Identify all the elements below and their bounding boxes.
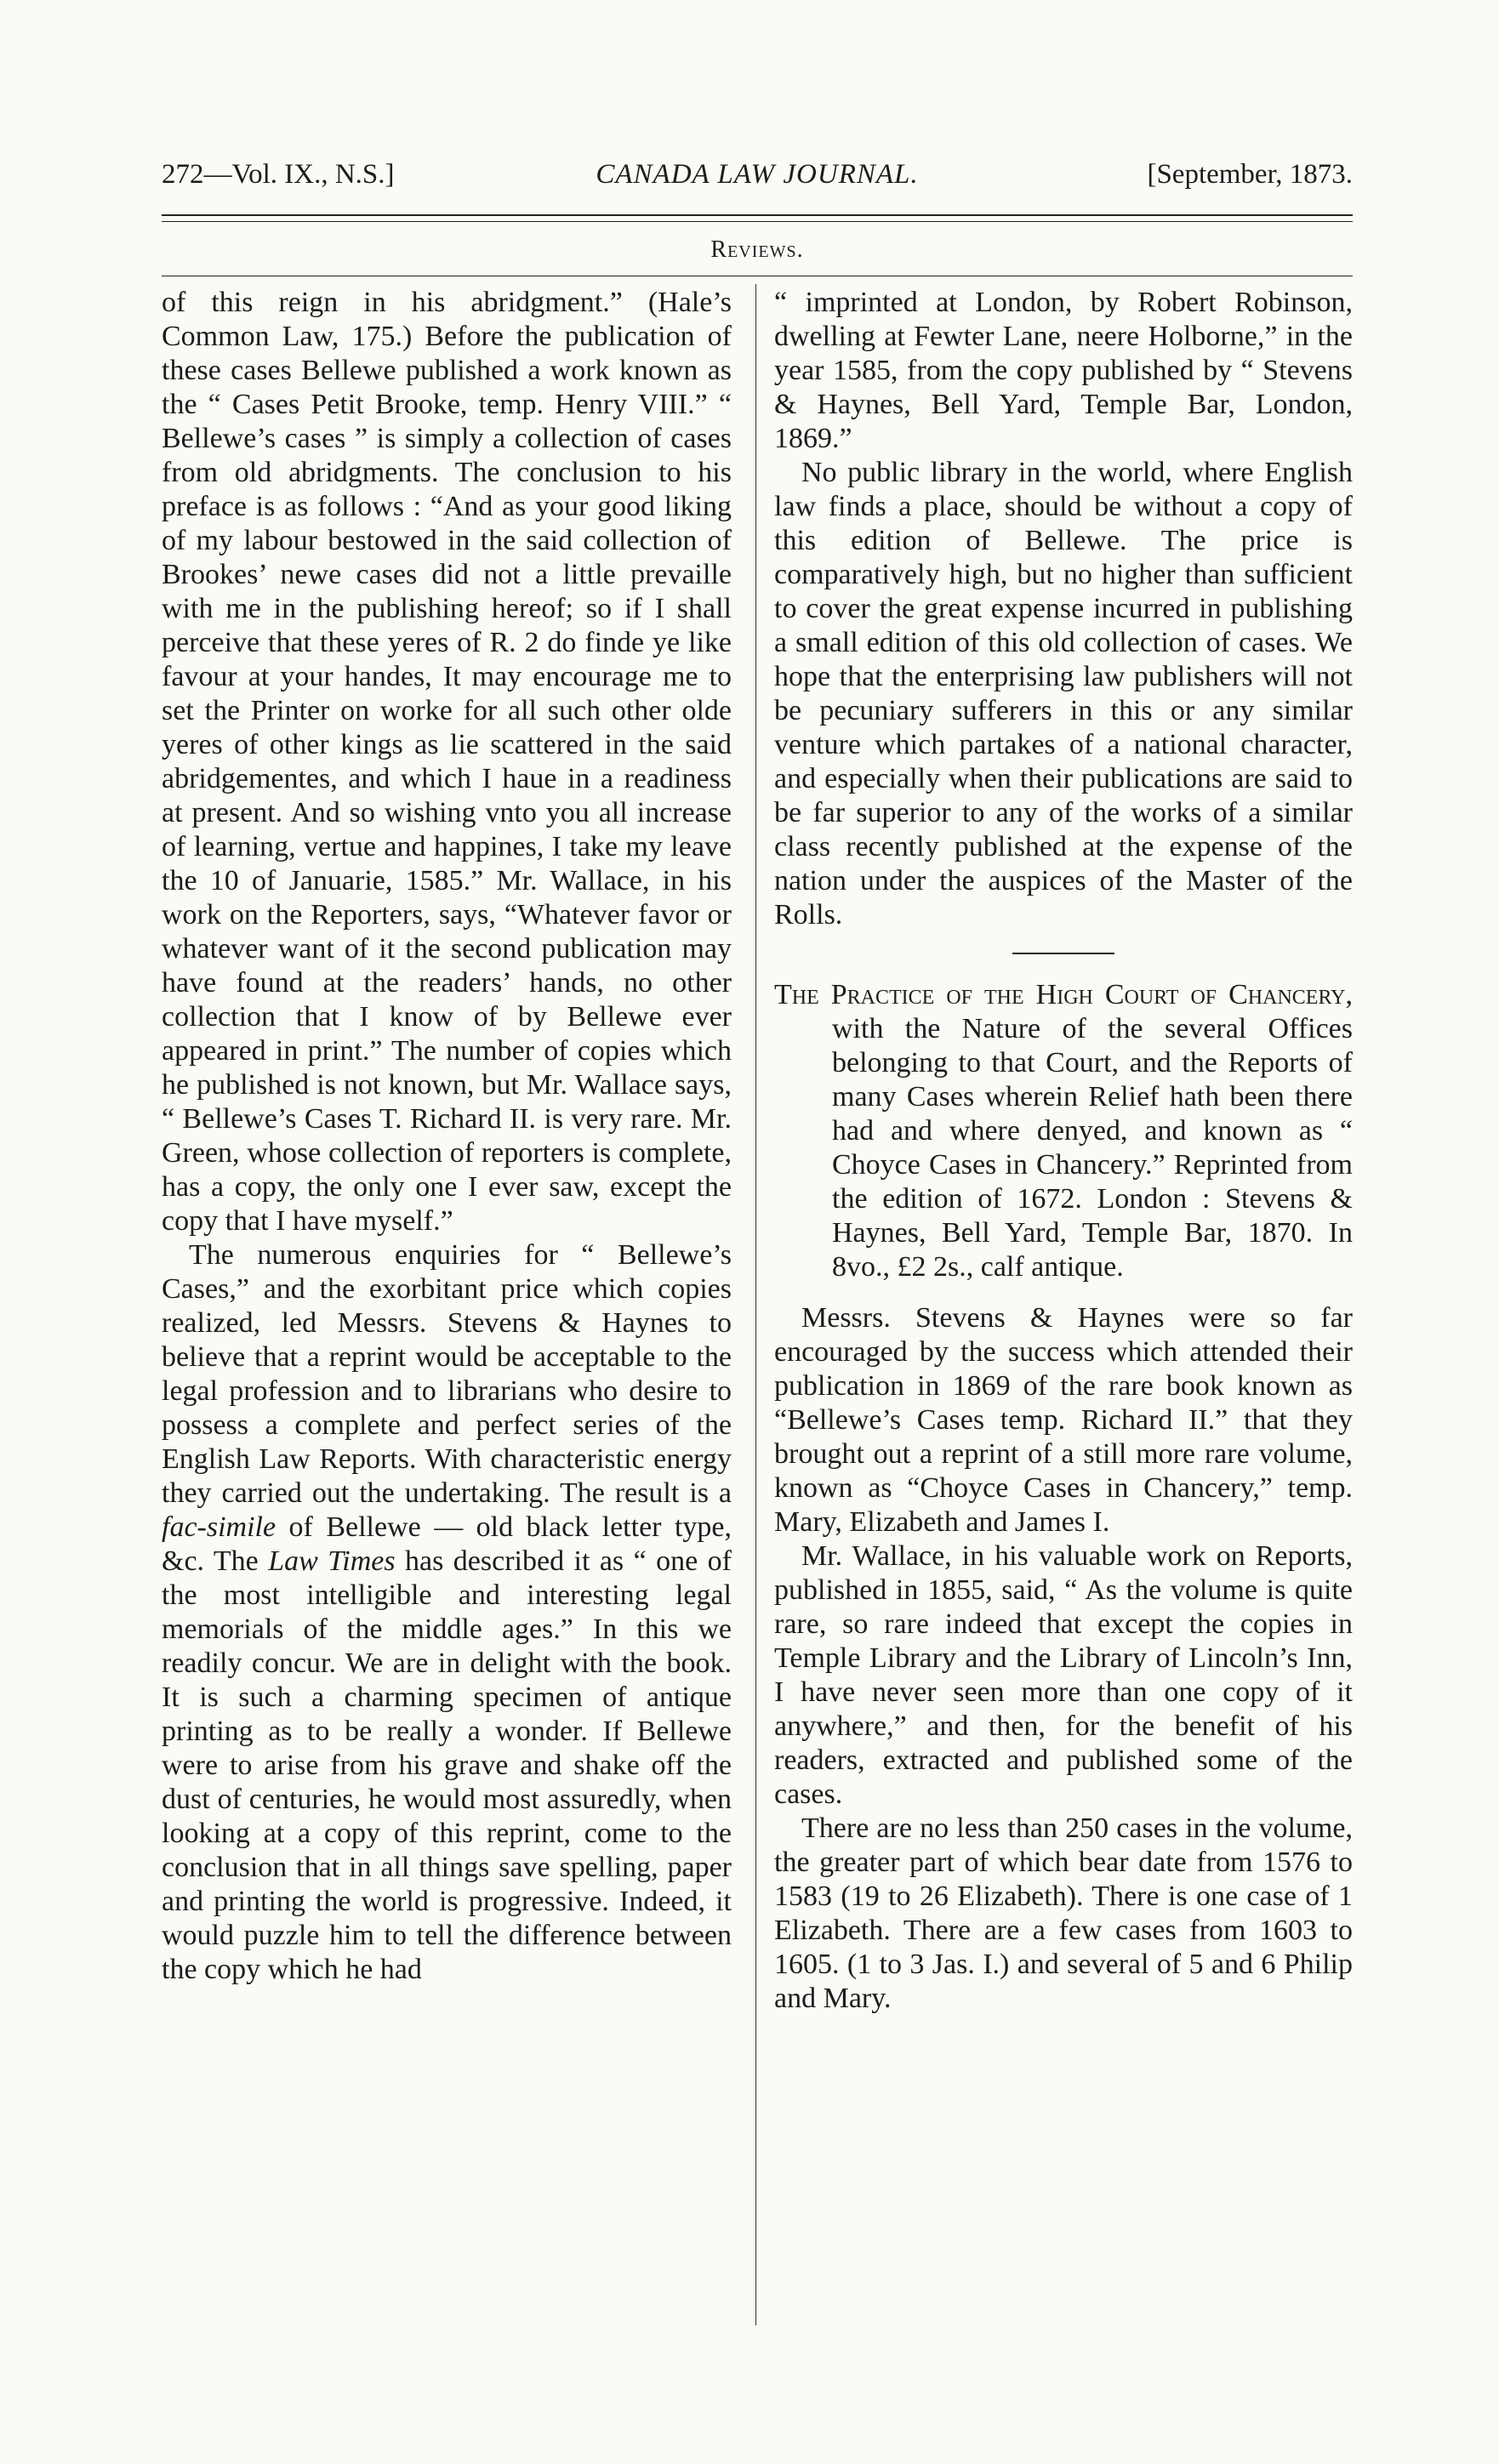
- header-rule-thick: [162, 214, 1353, 216]
- text-span: has described it as “ one of the most intelligible and interesting legal memorials of the middle ages.” In this we readily concur. We are in delight with the book. It is such a charming specimen of antique printing as to be really a wonder. If Bellewe were to arise from his grave and shake off the dust of centuries, he would most assuredly, when looking at a copy of this reprint, come to the conclusion that in all things save spelling, paper and printing the world is progressive. Indeed, it would puzzle him to tell the difference between the copy which he had: [162, 1545, 732, 1985]
- paragraph: There are no less than 250 cases in the volume, the greater part of which bear date from 1576 to 1583 (19 to 26 Elizabeth). There is one case of 1 Elizabeth. There are a few cases from 1603 to 1605. (1 to 3 Jas. I.) and several of 5 and 6 Philip and Mary.: [774, 1812, 1353, 2014]
- italic-term: fac-simile: [162, 1511, 276, 1543]
- column-divider: [755, 284, 756, 2325]
- paragraph: [162, 1238, 732, 1987]
- paragraph: “ imprinted at London, by Robert Robinson, dwelling at Fewter Lane, neere Holborne,” in the year 1585, from the copy published by “ Stevens & Haynes, Bell Yard, Temple Bar, London, 1869.”: [774, 287, 1353, 454]
- section-separator: [1012, 953, 1114, 954]
- book-title: The Practice of the High Court of Chancery,: [774, 979, 1353, 1010]
- section-title: Reviews.: [710, 236, 804, 263]
- journal-title: CANADA LAW JOURNAL.: [596, 159, 919, 190]
- text-span: of Bellewe — old black letter type, &c. The: [162, 1511, 732, 1577]
- header-rule-thin: [162, 221, 1353, 222]
- paragraph: No public library in the world, where English law finds a place, should be without a copy of this edition of Bellewe. The price is comparatively high, but no higher than sufficient to cover the great expense incurred in publishing a small edition of this old collection of cases. We hope that the enterprising law publishers will not be pecuniary sufferers in this or any similar venture which partakes of a national character, and especially when their publications are said to be far superior to any of the works of a similar class recently published at the expense of the nation under the auspices of the Master of the Rolls.: [774, 457, 1353, 930]
- right-column: [774, 286, 1353, 2016]
- left-column: [162, 286, 732, 1987]
- italic-term: Law Times: [268, 1545, 396, 1577]
- paragraph: Messrs. Stevens & Haynes were so far encouraged by the success which attended their publication in 1869 of the rare book known as “Bellewe’s Cases temp. Richard II.” that they brought out a reprint of a still more rare volume, known as “Choyce Cases in Chancery,” temp. Mary, Elizabeth and James I.: [774, 1302, 1353, 1538]
- text-span: The numerous enquiries for “ Bellewe’s Cases,” and the exorbitant price which copies realized, led Messrs. Stevens & Haynes to believe that a reprint would be acceptable to the legal profession and to librarians who desire to possess a complete and perfect series of the English Law Reports. With characteristic energy they carried out the undertaking. The result is a: [162, 1239, 732, 1509]
- book-review-title: [774, 978, 1353, 1284]
- issue-date: [September, 1873.: [1147, 159, 1353, 190]
- paragraph: Mr. Wallace, in his valuable work on Reports, published in 1855, said, “ As the volume is quite rare, so rare indeed that except the copies in Temple Library and the Library of Lincoln’s Inn, I have never seen more than one copy of it anywhere,” and then, for the benefit of his readers, extracted and published some of the cases.: [774, 1540, 1353, 1810]
- book-description: with the Nature of the several Offices belonging to that Court, and the Reports of many Cases wherein Relief hath been there had and where denyed, and known as “ Choyce Cases in Chancery.” Reprinted from the edition of 1672. London : Stevens & Haynes, Bell Yard, Temple Bar, 1870. In 8vo., £2 2s., calf antique.: [832, 1013, 1353, 1283]
- page-volume-label: 272—Vol. IX., N.S.]: [162, 159, 395, 190]
- running-head: [162, 153, 1353, 196]
- paragraph: of this reign in his abridgment.” (Hale’s Common Law, 175.) Before the publication of these cases Bellewe published a work known as the “ Cases Petit Brooke, temp. Henry VIII.” “ Bellewe’s cases ” is simply a collection of cases from old abridgments. The conclusion to his preface is as follows : “And as your good liking of my labour bestowed in the said collection of Brookes’ newe cases did not a little prevaille with me in the publishing hereof; so if I shall perceive that these yeres of R. 2 do finde ye like favour at your handes, It may encourage me to set the Printer on worke for all such other olde yeres of other kings as lie scattered in the said abridgementes, and which I haue in a readiness at present. And so wishing vnto you all increase of learning, vertue and happines, I take my leave the 10 of Januarie, 1585.” Mr. Wallace, in his work on the Reporters, says, “Whatever favor or whatever want of it the second publication may have found at the readers’ hands, no other collection that I know of by Bellewe ever appeared in print.” The number of copies which he published is not known, but Mr. Wallace says, “ Bellewe’s Cases T. Richard II. is very rare. Mr. Green, whose collection of reporters is complete, has a copy, the only one I ever saw, except the copy that I have myself.”: [162, 287, 732, 1237]
